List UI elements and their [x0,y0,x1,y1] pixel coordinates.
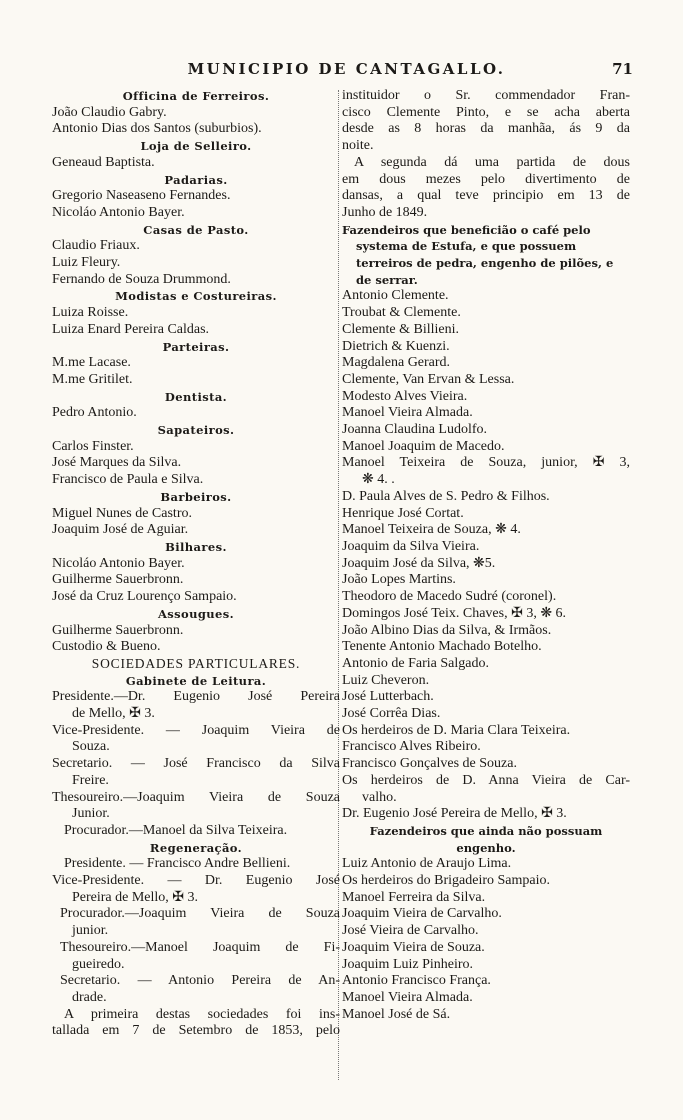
section-heading: Dentista. [164,389,228,404]
entry-line: Dr. Eugenio José Pereira de Mello, ✠ 3. [342,806,567,822]
entry-line: Manoel Vieira Almada. [342,989,473,1005]
entry-line: M.me Gritilet. [52,371,133,387]
page-number: 71 [612,60,633,78]
entry-line: Henrique José Cortat. [342,505,464,521]
entry-line: Miguel Nunes de Castro. [52,505,192,521]
entry-line: Junho de 1849. [342,204,428,220]
entry-line: Francisco Alves Ribeiro. [342,739,481,755]
entry-line: Pedro Antonio. [52,405,137,421]
entry-line: Thesoureiro.—Joaquim Vieira de Souza [52,789,340,805]
section-heading: Sapateiros. [157,423,235,438]
entry-line: Claudio Friaux. [52,238,140,254]
continuation-line: de Mello, ✠ 3. [72,706,155,722]
entry-line: Joaquim da Silva Vieira. [342,538,480,554]
paragraph-line: A segunda dá uma partida de dous [354,154,630,170]
entry-line: Joaquim Vieira de Souza. [342,939,485,955]
entry-line: Manoel José de Sá. [342,1006,451,1022]
entry-line: Joaquim Vieira de Carvalho. [342,906,502,922]
entry-line: Os herdeiros do Brigadeiro Sampaio. [342,873,551,889]
section-heading: Officina de Ferreiros. [122,89,270,103]
entry-line: Vice-Presidente. — Joaquim Vieira de [52,722,340,738]
entry-line: Luiza Enard Pereira Caldas. [52,321,210,337]
entry-line: tallada em 7 de Setembro de 1853, pelo [52,1023,340,1039]
entry-line: Manoel Ferreira da Silva. [342,889,486,905]
entry-line: Antonio Francisco França. [342,973,491,989]
entry-line: Gregorio Naseaseno Fernandes. [52,188,231,204]
entry-line: Luiz Fleury. [52,255,121,271]
entry-line: Joanna Claudina Ludolfo. [342,422,488,438]
entry-line: Manoel Teixeira de Souza, ❋ 4. [342,522,521,538]
entry-line: José Vieira de Carvalho. [342,923,479,939]
entry-line: Custodio & Bueno. [52,639,161,655]
section-heading: Loja de Selleiro. [140,139,252,154]
section-heading: Gabinete de Leitura. [125,673,267,688]
continuation-line: Junior. [72,806,110,822]
entry-line: Secretario. — José Francisco da Silva [52,756,340,772]
entry-line: Luiza Roisse. [52,305,129,321]
entry-line: Thesoureiro.—Manoel Joaquim de Fi- [60,939,340,955]
entry-line: João Claudio Gabry. [52,104,167,120]
section-heading: Padarias. [164,172,228,187]
entry-line: Procurador.—Manoel da Silva Teixeira. [64,822,288,838]
entry-line: Presidente. — Francisco Andre Bellieni. [64,856,291,872]
continuation-line: drade. [72,989,107,1005]
entry-line: Domingos José Teix. Chaves, ✠ 3, ❋ 6. [342,605,567,621]
entry-line: Tenente Antonio Machado Botelho. [342,639,542,655]
continuation-line: junior. [72,923,109,939]
entry-line: Nicoláo Antonio Bayer. [52,555,185,571]
entry-line: Guilherme Sauerbronn. [52,572,184,588]
entry-line: dansas, a qual teve principio em 13 de [342,188,630,204]
entry-line: Manoel Vieira Almada. [342,405,473,421]
section-heading: Assougues. [157,606,235,621]
section-title: SOCIEDADES PARTICULARES. [91,655,301,671]
entry-line: Magdalena Gerard. [342,355,451,371]
section-heading: Fazendeiros que ainda não possuam engenho. [369,823,603,855]
entry-line: D. Paula Alves de S. Pedro & Filhos. [342,488,550,504]
entry-line: José Lutterbach. [342,689,434,705]
running-title: MUNICIPIO DE CANTAGALLO. [187,60,506,78]
section-heading: Modistas e Costureiras. [115,289,277,304]
continuation-line: Freire. [72,772,109,788]
section-heading: Bilhares. [165,539,227,554]
entry-line: Antonio Clemente. [342,288,449,304]
section-heading: Fazendeiros que beneficião o café pelo systema de Estufa, e que possuem terreiros de pedra, engenho de pilões, e de serrar. [342,222,614,287]
right-column [342,88,630,1023]
entry-line: Joaquim Luiz Pinheiro. [342,956,474,972]
entry-line: Antonio Dias dos Santos (suburbios). [52,121,262,137]
entry-line: Joaquim José de Aguiar. [52,522,189,538]
section-heading: Casas de Pasto. [143,222,249,237]
paragraph-line: A primeira destas sociedades foi ins- [64,1006,340,1022]
entry-line: Manoel Teixeira de Souza, junior, ✠ 3, [342,455,630,471]
entry-line: Francisco de Paula e Silva. [52,472,204,488]
entry-line: Clemente, Van Ervan & Lessa. [342,371,515,387]
continuation-line: Souza. [72,739,110,755]
entry-line: Antonio de Faria Salgado. [342,655,489,671]
entry-line: Joaquim José da Silva, ❋5. [342,555,496,571]
entry-line: instituidor o Sr. commendador Fran- [342,88,630,103]
entry-line: Presidente.—Dr. Eugenio José Pereira [52,689,340,705]
entry-line: José Corrêa Dias. [342,706,441,722]
entry-line: Os herdeiros de D. Maria Clara Teixeira. [342,722,571,738]
entry-line: Modesto Alves Vieira. [342,388,468,404]
section-heading: Parteiras. [162,339,230,354]
entry-line: João Lopes Martins. [342,572,456,588]
entry-line: desde as 8 horas da manhãa, ás 9 da [342,121,630,137]
entry-line: Clemente & Billieni. [342,321,460,337]
entry-line: Geneaud Baptista. [52,154,155,170]
entry-line: M.me Lacase. [52,355,131,371]
entry-line: Fernando de Souza Drummond. [52,271,231,287]
entry-line: Troubat & Clemente. [342,305,461,321]
entry-line: Luiz Cheveron. [342,672,430,688]
entry-line: Procurador.—Joaquim Vieira de Souza [60,906,340,922]
left-column [52,88,340,1040]
section-heading: Barbeiros. [160,489,232,504]
entry-line: Vice-Presidente. — Dr. Eugenio José [52,873,340,889]
entry-line: José da Cruz Lourenço Sampaio. [52,589,237,605]
entry-line: cisco Clemente Pinto, e se acha aberta [342,104,630,120]
entry-line: José Marques da Silva. [52,455,182,471]
entry-line: em dous mezes pelo divertimento de [342,171,630,187]
entry-line: Luiz Antonio de Araujo Lima. [342,856,512,872]
continuation-line: Pereira de Mello, ✠ 3. [72,889,199,905]
entry-line: Carlos Finster. [52,438,134,454]
entry-line: Francisco Gonçalves de Souza. [342,756,517,772]
entry-line: Dietrich & Kuenzi. [342,338,450,354]
entry-line: Os herdeiros de D. Anna Vieira de Car- [342,772,630,788]
continuation-line: valho. [362,789,397,805]
continuation-line: ❋ 4. . [362,472,395,488]
page-header [50,60,643,80]
entry-line: Nicoláo Antonio Bayer. [52,204,185,220]
continuation-line: gueiredo. [72,956,125,972]
section-heading: Regeneração. [149,840,243,855]
entry-line: João Albino Dias da Silva, & Irmãos. [342,622,552,638]
entry-line: Secretario. — Antonio Pereira de An- [60,973,340,989]
entry-line: Theodoro de Macedo Sudré (coronel). [342,589,557,605]
entry-line: noite. [342,138,374,154]
entry-line: Guilherme Sauerbronn. [52,622,184,638]
entry-line: Manoel Joaquim de Macedo. [342,438,505,454]
